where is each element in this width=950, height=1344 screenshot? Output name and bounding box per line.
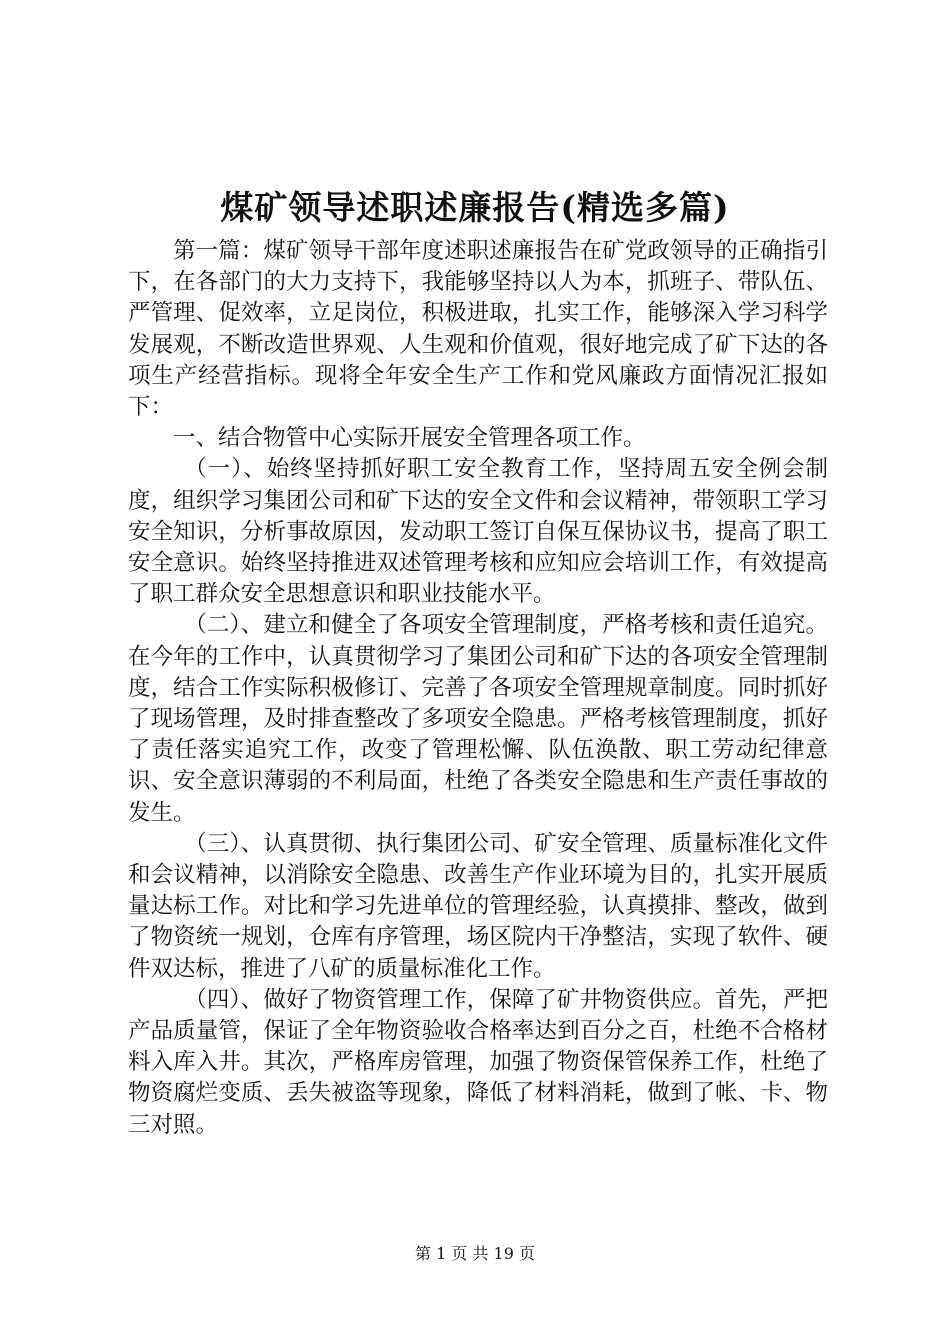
document-body bbox=[128, 236, 828, 1141]
paragraph-section-heading: 一、结合物管中心实际开展安全管理各项工作。 bbox=[173, 425, 646, 452]
paragraph-item-4: （四）、做好了物资管理工作，保障了矿井物资供应。首先，严把产品质量管，保证了全年物资验收合格率达到百分之百，杜绝不合格材料入库入井。其次，严格库房管理，加强了物资保管保养工作，杜绝了物资腐烂变质、丢失被盗等现象，降低了材料消耗，做到了帐、卡、物三对照。 bbox=[128, 986, 828, 1138]
paragraph-item-1: （一）、始终坚持抓好职工安全教育工作，坚持周五安全例会制度，组织学习集团公司和矿下达的安全文件和会议精神，带领职工学习安全知识，分析事故原因，发动职工签订自保互保协议书，提高了职工安全意识。始终坚持推进双述管理考核和应知应会培训工作，有效提高了职工群众安全思想意识和职业技能水平。 bbox=[128, 456, 828, 608]
page-number-footer: 第 1 页 共 19 页 bbox=[415, 1244, 535, 1263]
paragraph-intro: 第一篇：煤矿领导干部年度述职述廉报告在矿党政领导的正确指引下，在各部门的大力支持下，我能够坚持以人为本，抓班子、带队伍、严管理、促效率，立足岗位，积极进取，扎实工作，能够深入学习科学发展观，不断改造世界观、人生观和价值观，很好地完成了矿下达的各项生产经营指标。现将全年安全生产工作和党风廉政方面情况汇报如下： bbox=[128, 238, 828, 421]
document-title: 煤矿领导述职述廉报告(精选多篇) bbox=[220, 188, 730, 227]
paragraph-item-3: （三）、认真贯彻、执行集团公司、矿安全管理、质量标准化文件和会议精神，以消除安全隐患、改善生产作业环境为目的，扎实开展质量达标工作。对比和学习先进单位的管理经验，认真摸排、整改，做到了物资统一规划，仓库有序管理，场区院内干净整洁，实现了软件、硬件双达标，推进了八矿的质量标准化工作。 bbox=[128, 830, 828, 982]
paragraph-item-2: （二）、建立和健全了各项安全管理制度，严格考核和责任追究。在今年的工作中，认真贯彻学习了集团公司和矿下达的各项安全管理制度，结合工作实际积极修订、完善了各项安全管理规章制度。同时抓好了现场管理，及时排查整改了多项安全隐患。严格考核管理制度，抓好了责任落实追究工作，改变了管理松懈、队伍涣散、职工劳动纪律意识、安全意识薄弱的不利局面，杜绝了各类安全隐患和生产责任事故的发生。 bbox=[128, 612, 828, 826]
